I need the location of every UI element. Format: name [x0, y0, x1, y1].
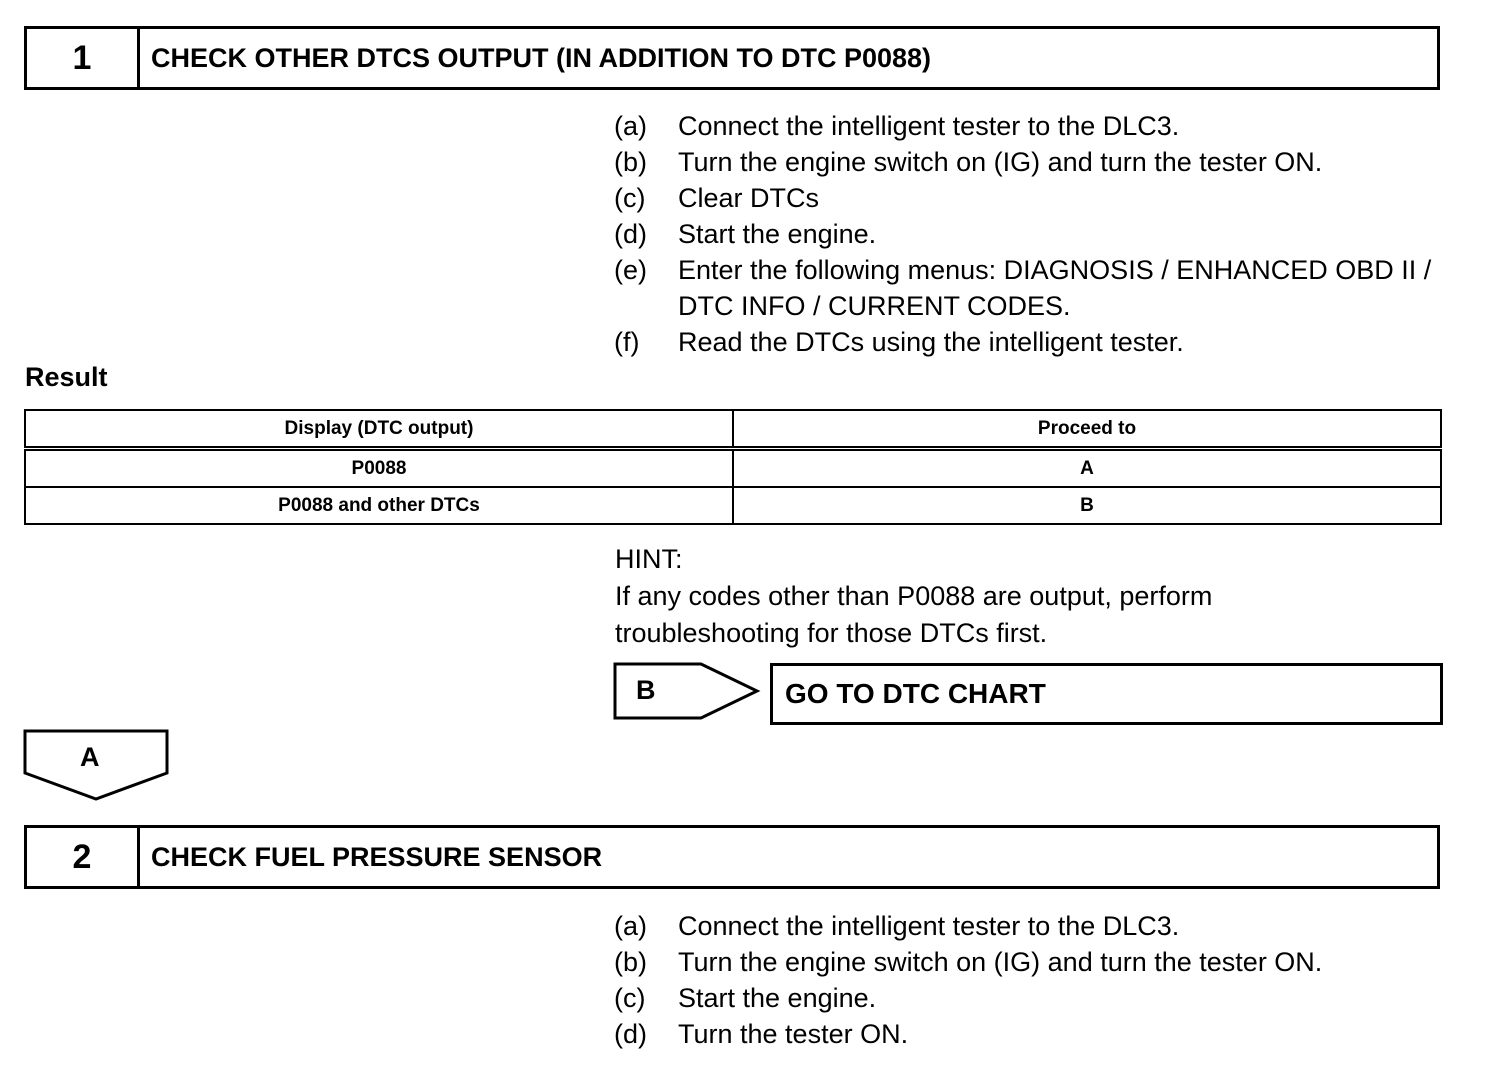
- procedure-item: [614, 324, 1434, 360]
- hint-label: HINT:: [615, 544, 683, 574]
- step-2-number: 2: [27, 828, 140, 886]
- procedure-item-text: Enter the following menus: DIAGNOSIS / ENHANCED OBD II / DTC INFO / CURRENT CODES.: [678, 255, 1432, 321]
- step-2-title: CHECK FUEL PRESSURE SENSOR: [151, 841, 603, 872]
- procedure-item-text: Turn the engine switch on (IG) and turn the tester ON.: [678, 947, 1323, 977]
- procedure-item-label: (d): [614, 219, 647, 249]
- procedure-item-text: Clear DTCs: [678, 183, 820, 213]
- procedure-item-text: Turn the tester ON.: [678, 1019, 909, 1049]
- step-1-header: [24, 26, 1440, 90]
- procedure-item: [614, 216, 1434, 252]
- procedure-item-text: Start the engine.: [678, 219, 877, 249]
- goto-dtc-chart-box: GO TO DTC CHART: [770, 663, 1443, 725]
- table-row: [25, 487, 1441, 524]
- step-2-header: [24, 825, 1440, 889]
- column-header-proceed: Proceed to: [733, 410, 1441, 449]
- procedure-item: [614, 1016, 1434, 1052]
- table-cell-display: P0088: [25, 449, 733, 488]
- procedure-item-label: (e): [614, 255, 647, 285]
- procedure-item: [614, 108, 1434, 144]
- procedure-item-label: (d): [614, 1019, 647, 1049]
- table-cell-display: P0088 and other DTCs: [25, 487, 733, 524]
- procedure-item-label: (a): [614, 911, 647, 941]
- branch-b-letter: B: [636, 675, 656, 705]
- table-cell-proceed: A: [733, 449, 1441, 488]
- procedure-item-text: Connect the intelligent tester to the DLC3.: [678, 111, 1180, 141]
- hint-block: [615, 541, 1212, 652]
- procedure-item: [614, 252, 1434, 324]
- procedure-item-text: Connect the intelligent tester to the DLC3.: [678, 911, 1180, 941]
- procedure-item-label: (b): [614, 147, 647, 177]
- result-table: [24, 409, 1442, 525]
- procedure-item-label: (c): [614, 983, 646, 1013]
- table-cell-proceed: B: [733, 487, 1441, 524]
- procedure-item-label: (a): [614, 111, 647, 141]
- result-label: Result: [25, 362, 108, 392]
- procedure-item-text: Start the engine.: [678, 983, 877, 1013]
- procedure-item-text: Turn the engine switch on (IG) and turn the tester ON.: [678, 147, 1323, 177]
- hint-line: troubleshooting for those DTCs first.: [615, 618, 1048, 648]
- procedure-item-label: (c): [614, 183, 646, 213]
- table-row: [25, 449, 1441, 488]
- procedure-item: [614, 944, 1434, 980]
- procedure-item: [614, 144, 1434, 180]
- step-2-procedure: [614, 908, 1434, 1052]
- procedure-item-text: Read the DTCs using the intelligent tester.: [678, 327, 1184, 357]
- procedure-item-label: (b): [614, 947, 647, 977]
- step-1-title: CHECK OTHER DTCS OUTPUT (IN ADDITION TO DTC P0088): [151, 42, 932, 73]
- step-1-procedure: [614, 108, 1434, 360]
- procedure-item: [614, 980, 1434, 1016]
- hint-line: If any codes other than P0088 are output, perform: [615, 581, 1213, 611]
- procedure-item: [614, 908, 1434, 944]
- procedure-item: [614, 180, 1434, 216]
- column-header-display: Display (DTC output): [25, 410, 733, 449]
- branch-a-letter: A: [80, 742, 100, 772]
- step-1-number: 1: [27, 29, 140, 87]
- table-header-row: [25, 410, 1441, 449]
- procedure-item-label: (f): [614, 327, 640, 357]
